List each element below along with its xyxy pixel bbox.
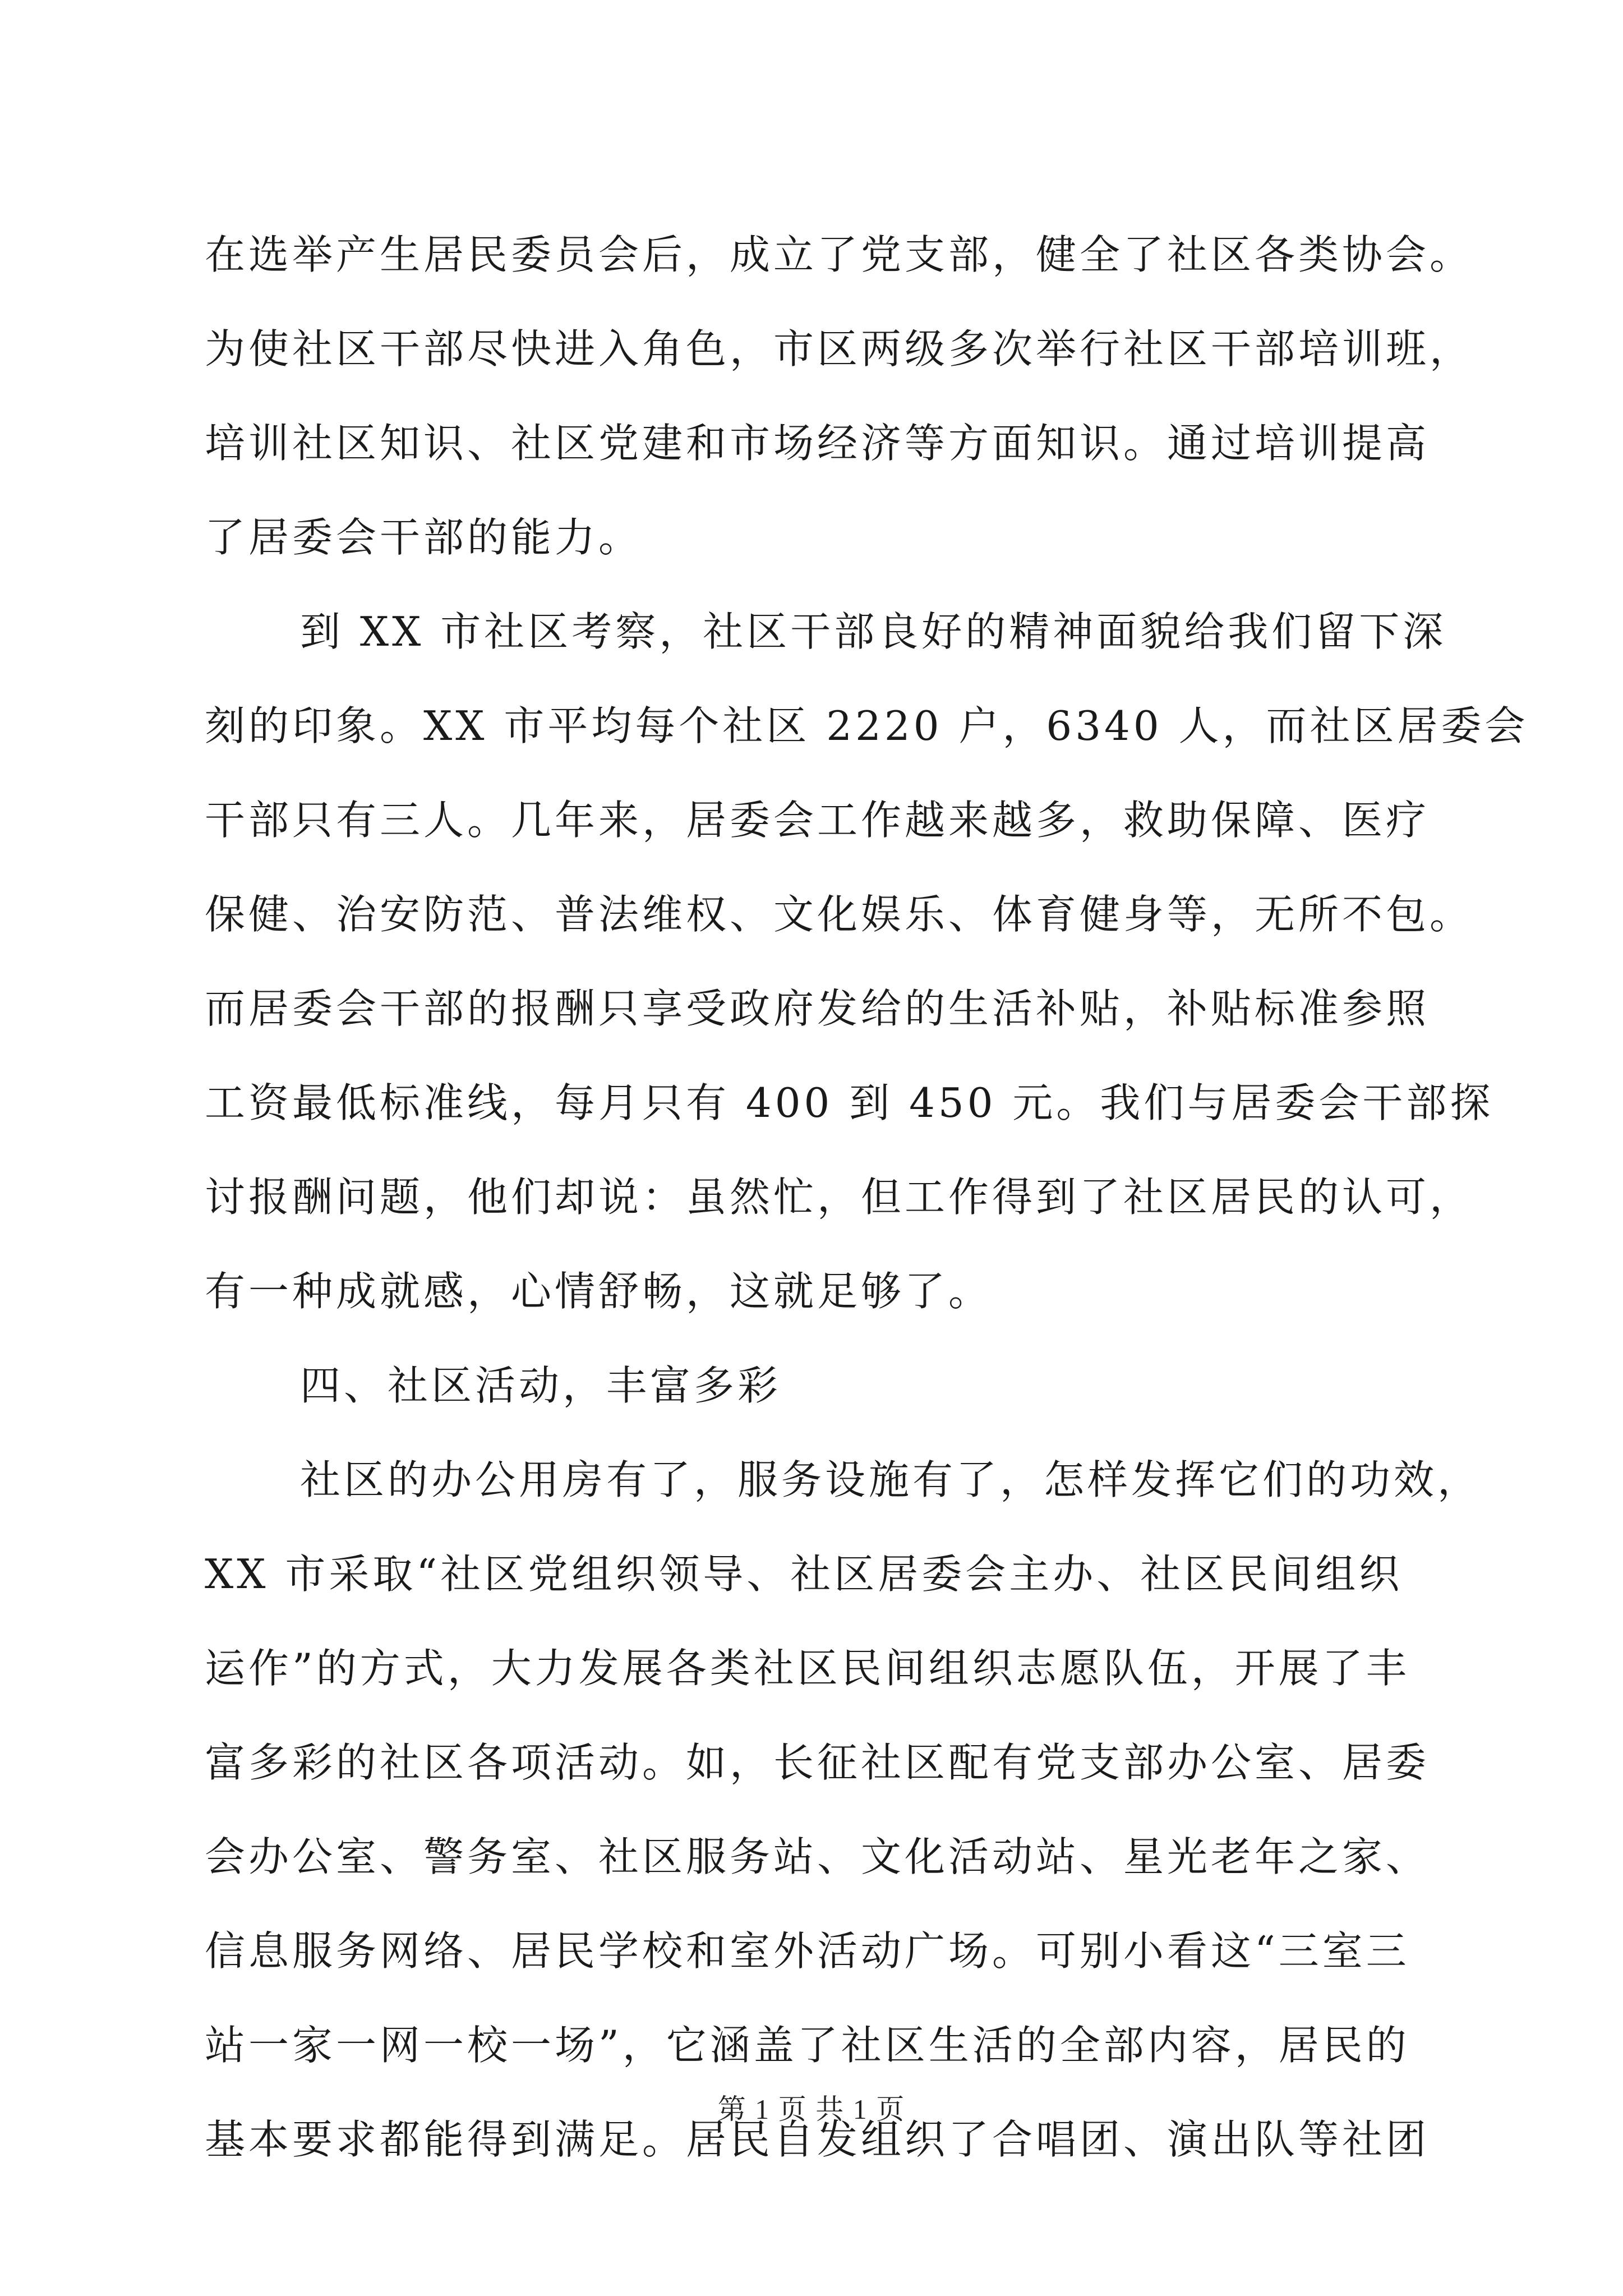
- page-footer: 第 1 页 共 1 页: [717, 2093, 906, 2125]
- text-line: 而居委会干部的报酬只享受政府发给的生活补贴，补贴标准参照: [205, 985, 1430, 1032]
- text-line: 信息服务网络、居民学校和室外活动广场。可别小看这“三室三: [205, 1927, 1410, 1975]
- text-line: 在选举产生居民委员会后，成立了党支部，健全了社区各类协会。: [205, 231, 1474, 278]
- text-line: 到 XX 市社区考察，社区干部良好的精神面貌给我们留下深: [300, 608, 1447, 655]
- document-body: [205, 208, 1529, 2187]
- text-line: XX 市采取“社区党组织领导、社区居委会主办、社区民间组织: [205, 1550, 1403, 1598]
- text-line: 讨报酬问题，他们却说：虽然忙，但工作得到了社区居民的认可，: [205, 1174, 1474, 1221]
- text-line: 培训社区知识、社区党建和市场经济等方面知识。通过培训提高: [205, 420, 1430, 467]
- text-line: 富多彩的社区各项活动。如，长征社区配有党支部办公室、居委: [205, 1739, 1430, 1786]
- text-line: 会办公室、警务室、社区服务站、文化活动站、星光老年之家、: [205, 1833, 1430, 1880]
- text-line: 社区的办公用房有了，服务设施有了，怎样发挥它们的功效，: [300, 1456, 1482, 1503]
- text-line: 了居委会干部的能力。: [205, 514, 643, 561]
- text-line: 运作”的方式，大力发展各类社区民间组织志愿队伍，开展了丰: [205, 1645, 1410, 1692]
- text-line: 保健、治安防范、普法维权、文化娱乐、体育健身等，无所不包。: [205, 891, 1474, 938]
- text-line: 基本要求都能得到满足。居民自发组织了合唱团、演出队等社团: [205, 2116, 1430, 2163]
- text-line: 干部只有三人。几年来，居委会工作越来越多，救助保障、医疗: [205, 797, 1430, 844]
- text-line: 站一家一网一校一场”，它涵盖了社区生活的全部内容，居民的: [205, 2022, 1410, 2069]
- text-line: 为使社区干部尽快进入角色，市区两级多次举行社区干部培训班，: [205, 325, 1474, 372]
- text-line: 刻的印象。XX 市平均每个社区 2220 户，6340 人，而社区居委会: [205, 702, 1529, 749]
- text-line: 工资最低标准线，每月只有 400 到 450 元。我们与居委会干部探: [205, 1079, 1494, 1126]
- text-line: 四、社区活动，丰富多彩: [300, 1362, 782, 1409]
- text-line: 有一种成就感，心情舒畅，这就足够了。: [205, 1268, 993, 1315]
